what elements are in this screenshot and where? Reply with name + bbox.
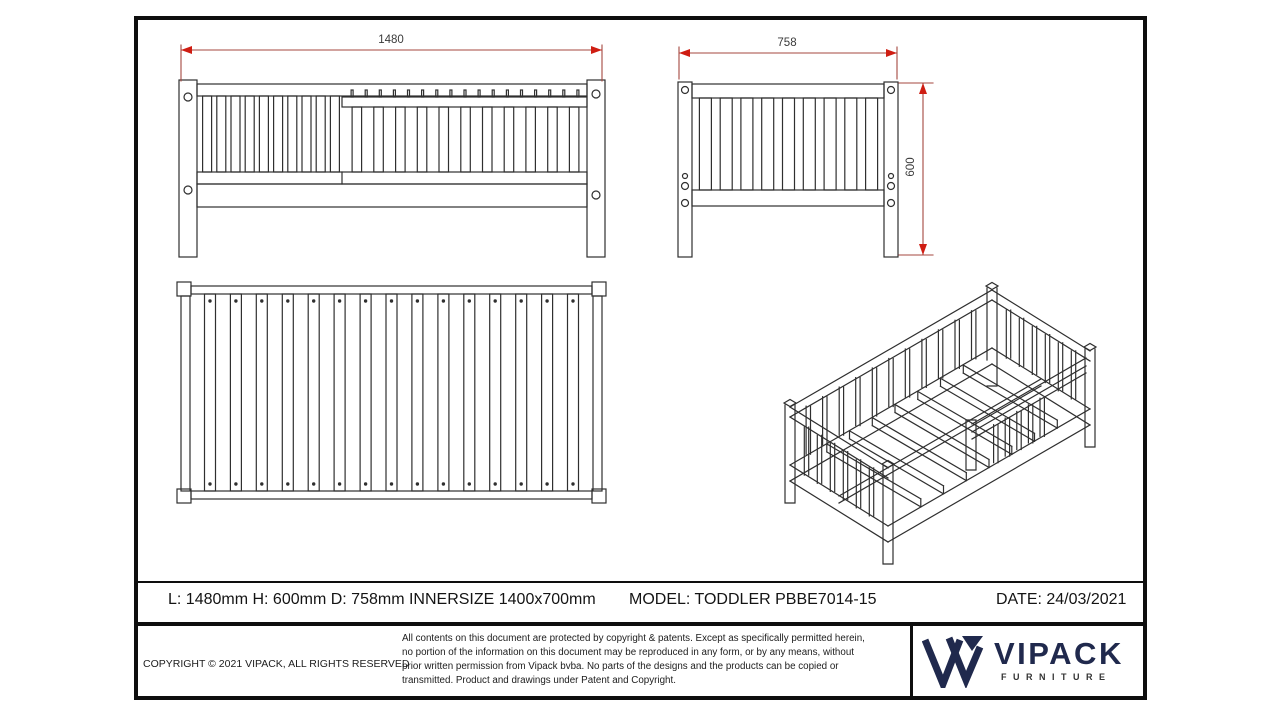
specs-text: L: 1480mm H: 600mm D: 758mm INNERSIZE 1400x700mm [168,591,596,608]
disclaimer-text: All contents on this document are protected by copyright & patents. Except as specifically permitted herein, no portion of the information on this document may be reproduced in any form, or by any means, without prior written permission from Vipack bvba. No parts of the designs and the products can be copied or transmitted. Product and drawings under Patent and Copyright. [402,633,865,686]
copyright-text: COPYRIGHT © 2021 VIPACK, ALL RIGHTS RESERVED [143,658,410,670]
front-width-dim-label: 1480 [378,34,404,46]
side-height-dim-label: 600 [905,157,917,177]
plan-view-drawing [177,282,606,503]
vipack-logo-icon [922,634,984,688]
iso-view-drawing [784,283,1096,565]
brand-name: VIPACK [994,636,1124,671]
front-view-drawing [179,45,605,257]
brand-tagline: FURNITURE [1001,672,1112,682]
side-width-dim-label: 758 [777,37,797,49]
side-width-dimension [679,47,897,79]
side-view-drawing [678,47,933,257]
front-width-dimension [181,45,602,81]
date-text: DATE: 24/03/2021 [996,591,1127,608]
model-text: MODEL: TODDLER PBBE7014-15 [629,591,877,608]
